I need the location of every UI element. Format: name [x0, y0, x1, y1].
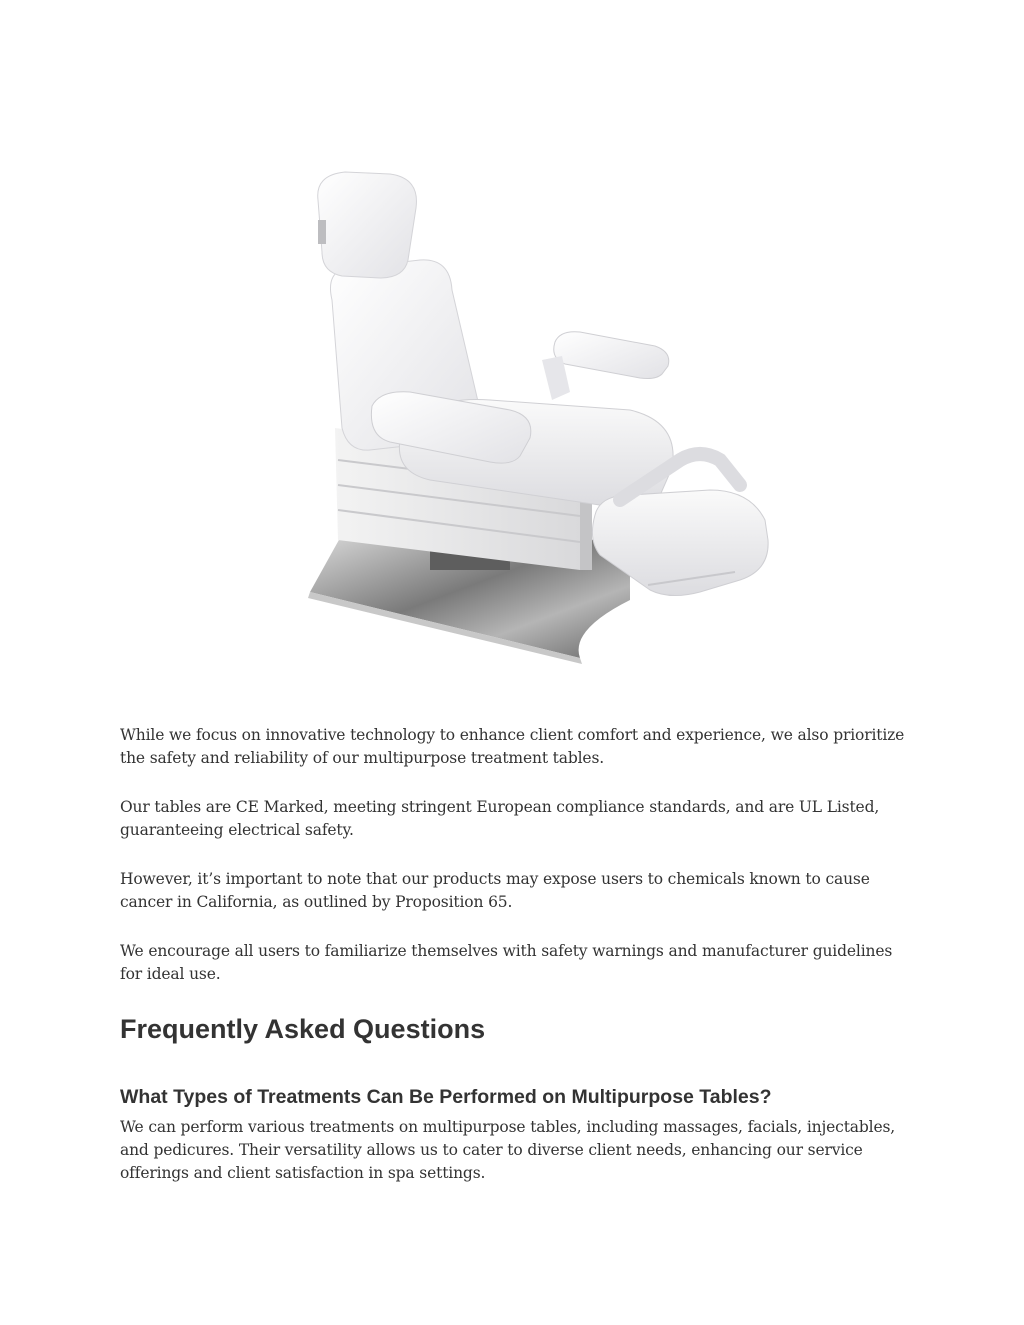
paragraph-guidelines: We encourage all users to familiarize themselves with safety warnings and manufacturer guidelines for ideal use. — [120, 942, 893, 983]
treatment-chair-image — [280, 160, 780, 700]
article-content — [120, 724, 910, 1211]
paragraph-innovation: While we focus on innovative technology to enhance client comfort and experience, we also prioritize the safety and reliability of our multipurpose treatment tables. — [120, 726, 905, 767]
faq-question: What Types of Treatments Can Be Performed on Multipurpose Tables? — [120, 1086, 772, 1108]
paragraph-compliance: Our tables are CE Marked, meeting stringent European compliance standards, and are UL Listed, guaranteeing electrical safety. — [120, 798, 880, 839]
faq-answer: We can perform various treatments on multipurpose tables, including massages, facials, injectables, and pedicures. Their versatility allows us to cater to diverse client needs, enhancing our service offerings and client satisfaction in spa settings. — [120, 1118, 896, 1182]
paragraph-proposition-65: However, it’s important to note that our products may expose users to chemicals known to cause cancer in California, as outlined by Proposition 65. — [120, 870, 870, 911]
faq-heading: Frequently Asked Questions — [120, 1014, 486, 1044]
faq-item — [120, 1084, 910, 1185]
